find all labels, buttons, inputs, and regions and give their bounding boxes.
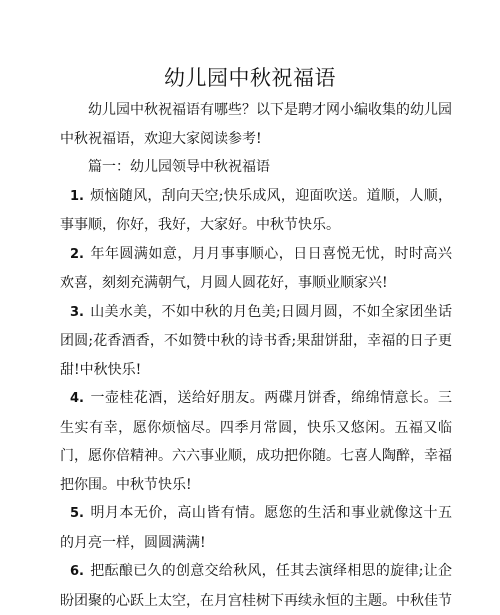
item-text: 烦恼随风，刮向天空;快乐成风，迎面吹送。道顺，人顺，事事顺，你好，我好，大家好。中秋节快乐。 [60, 187, 452, 233]
item-text: 把酝酿已久的创意交给秋风，任其去演绎相思的旋律;让企盼团聚的心跃上太空，在月宫桂树下再续永恒的主题。中秋佳节 [60, 563, 452, 609]
item-number: 6. [70, 564, 84, 579]
item-number: 2. [70, 246, 84, 262]
list-item [60, 557, 452, 615]
document-body [60, 96, 452, 615]
list-item [60, 240, 452, 298]
item-text: 明月本无价，高山皆有情。愿您的生活和事业就像这十五的月亮一样，圆圆满满! [60, 505, 452, 551]
intro-paragraph: 幼儿园中秋祝福语有哪些？以下是聘才网小编收集的幼儿园中秋祝福语，欢迎大家阅读参考! [60, 102, 452, 147]
item-number: 3. [70, 304, 84, 320]
item-number: 1. [70, 188, 84, 204]
item-text: 一壶桂花酒，送给好朋友。两碟月饼香，绵绵情意长。三生实有幸，愿你烦恼尽。四季月常圆，快乐又悠闲。五福又临门，愿你倍精神。六六事业顺，成功把你随。七喜人陶醉，幸福把你围。中秋节快乐! [60, 390, 452, 493]
item-text: 山美水美，不如中秋的月色美;日圆月圆，不如全家团坐话团圆;花香酒香，不如赞中秋的诗书香;果甜饼甜，幸福的日子更甜!中秋快乐! [60, 303, 452, 378]
document-title: 幼儿园中秋祝福语 [164, 66, 336, 90]
list-item [60, 182, 452, 240]
item-number: 4. [70, 391, 84, 406]
list-item [60, 499, 452, 557]
item-text: 年年圆满如意，月月事事顺心，日日喜悦无忧，时时高兴欢喜，刻刻充满朝气，月圆人圆花好，事顺业顺家兴! [60, 245, 452, 291]
item-number: 5. [70, 506, 84, 521]
section-heading: 篇一：幼儿园领导中秋祝福语 [88, 159, 270, 175]
list-item [60, 298, 452, 385]
list-item [60, 384, 452, 499]
